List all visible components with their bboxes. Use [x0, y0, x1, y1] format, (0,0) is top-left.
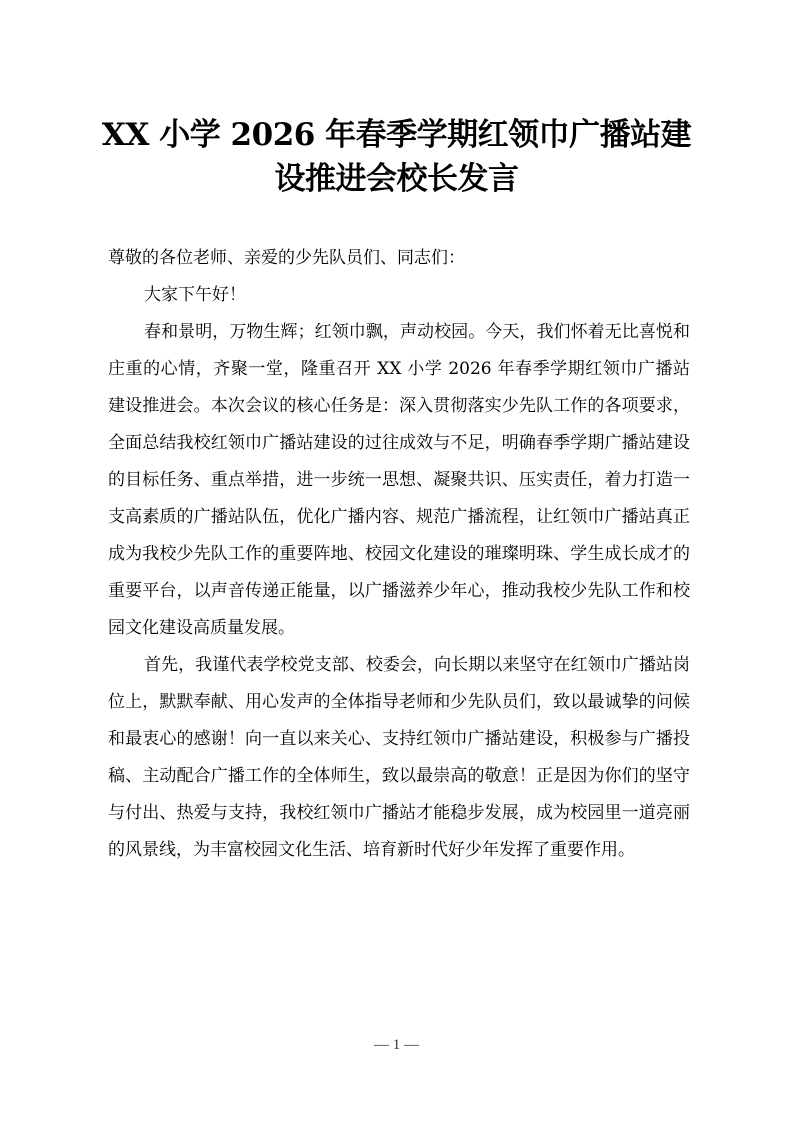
salutation: 尊敬的各位老师、亲爱的少先队员们、同志们： [108, 248, 465, 268]
title-line-2: 设推进会校长发言 [274, 161, 519, 197]
body-paragraph-2: 首先，我谨代表学校党支部、校委会，向长期以来坚守在红领巾广播站岗位上，默默奉献、用心发声的全体指导老师和少先队员们，致以最诚挚的问候和最衷心的感谢！向一直以来关心、支持红领巾广播站建设，积极参与广播投稿、主动配合广播工作的全体师生，致以最崇高的敬意！正是因为你们的坚守与付出、热爱与支持，我校红领巾广播站才能稳步发展，成为校园里一道亮丽的风景线，为丰富校园文化生活、培育新时代好少年发挥了重要作用。 [108, 655, 690, 860]
body-paragraph-1: 春和景明，万物生辉；红领巾飘，声动校园。今天，我们怀着无比喜悦和庄重的心情，齐聚一堂，隆重召开 XX 小学 2026 年春季学期红领巾广播站建设推进会。本次会议的核心任务是：深入贯彻落实少先队工作的各项要求，全面总结我校红领巾广播站建设的过往成效与不足，明确春季学期广播站建设的目标任务、重点举措，进一步统一思想、凝聚共识、压实责任，着力打造一支高素质的广播站队伍，优化广播内容、规范广播流程，让红领巾广播站真正成为我校少先队工作的重要阵地、校园文化建设的璀璨明珠、学生成长成才的重要平台，以声音传递正能量，以广播滋养少年心，推动我校少先队工作和校园文化建设高质量发展。 [108, 322, 690, 638]
page-number: — 1 — [374, 1037, 419, 1053]
document-title [100, 113, 693, 201]
greeting-paragraph: 大家下午好！ [144, 285, 246, 305]
title-line-1: XX 小学 2026 年春季学期红领巾广播站建 [101, 117, 692, 153]
document-body [108, 240, 690, 869]
